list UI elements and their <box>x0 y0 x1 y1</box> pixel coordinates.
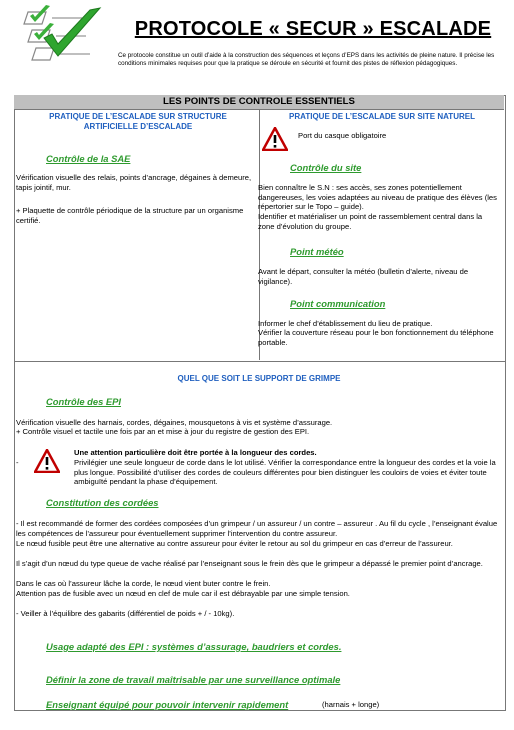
bottom-text-2f: - Veiller à l’équilibre des gabarits (différentiel de poids + / - 10kg). <box>16 609 235 618</box>
left-text-2: + Plaquette de contrôle périodique de la structure par un organisme certifié. <box>16 206 244 225</box>
warning-title: Une attention particulière doit être portée à la longueur des cordes. <box>74 448 317 457</box>
right-text-1b: Identifier et matérialiser un point de rassemblement central dans la zone d’évolution du groupe. <box>258 212 483 231</box>
checklist-icon <box>22 4 104 67</box>
bottom-sub-enseignant: Enseignant équipé pour pouvoir intervenir rapidement <box>46 699 289 710</box>
right-col-heading: PRATIQUE DE L’ESCALADE SUR SITE NATUREL <box>289 112 475 121</box>
right-sub-communication: Point communication <box>290 298 386 309</box>
left-sub-controle-sae: Contrôle de la SAE <box>46 153 131 164</box>
bottom-text-2b: Le nœud fusible peut être une alternative au contre assureur pour éviter le retour au sol du grimpeur en cas d’erreur de l’assureur. <box>16 539 453 548</box>
right-sub-controle-site: Contrôle du site <box>290 162 362 173</box>
left-text-1: Vérification visuelle des relais, points d’ancrage, dégaines à demeure, tapis jointif, mur. <box>16 173 252 192</box>
bottom-heading: QUEL QUE SOIT LE SUPPORT DE GRIMPE <box>177 374 341 383</box>
bottom-sub-usage-epi: Usage adapté des EPI : systèmes d’assurage, baudriers et cordes. <box>46 641 342 652</box>
bottom-text-2a: - Il est recommandé de former des cordées composées d’un grimpeur / un assureur / un contre – assureur . Au fil du cycle , l’enseignant évalue les compétences de l’assureur pour éventuellement supprimer l’intervention du contre assureur. <box>16 519 498 538</box>
warning-text: Privilégier une seule longueur de corde dans le lot utilisé. Vérifier la correspondance entre la longueur des cordes et la voie la plus longue. Possibilité d’utiliser des cordes de couleurs différentes pour bien distinguer les couloirs de voies et éviter toute ambiguïté pendant la phase d’équipement. <box>74 458 496 486</box>
bottom-text-1b: + Contrôle visuel et tactile une fois par an et mise à jour du registre de gestion des EPI. <box>16 427 310 436</box>
right-text-1: Bien connaître le S.N : ses accès, ses zones potentiellement dangereuses, les voies adaptées au niveau de pratique des élèves (les répertorier sur le Topo – guide). <box>258 183 497 211</box>
page-title: PROTOCOLE « SECUR » ESCALADE <box>134 18 492 40</box>
right-text-2: Avant le départ, consulter la météo (bulletin d’alerte, niveau de vigilance). <box>258 267 469 286</box>
right-text-3b: Vérifier la couverture réseau pour le bon fonctionnement du téléphone portable. <box>258 328 494 347</box>
enseignant-note: (harnais + longe) <box>322 700 380 709</box>
warning-icon <box>262 127 288 153</box>
bottom-sub-epi: Contrôle des EPI <box>46 396 122 407</box>
bottom-sub-cordees: Constitution des cordées <box>46 497 159 508</box>
bottom-text-2c: Il s’agit d’un nœud du type queue de vache réalisé par l’enseignant sous le frein dès que le grimpeur a dépassé le premier point d’ancrage. <box>16 559 483 568</box>
right-warning-text: Port du casque obligatoire <box>298 131 387 140</box>
right-text-3: Informer le chef d’établissement du lieu de pratique. <box>258 319 433 328</box>
bottom-text-2d: Dans le cas où l’assureur lâche la corde, le nœud vient buter contre le frein. <box>16 579 271 588</box>
bullet-dash: - <box>16 458 19 467</box>
bottom-text-2e: Attention pas de fusible avec un nœud en clef de mule car il est débrayable par une simple tension. <box>16 589 350 598</box>
warning-icon-2 <box>34 449 60 475</box>
left-col-heading: PRATIQUE DE L’ESCALADE SUR STRUCTURE ARTIFICIELLE D’ESCALADE <box>49 112 227 131</box>
right-sub-meteo: Point météo <box>290 246 344 257</box>
intro-text: Ce protocole constitue un outil d’aide à la construction des séquences et leçons d’EPS dans les activités de pleine nature. Il précise les conditions minimales requises pour que la pratique se déroule en sécurité et fournit des pistes de réflexion pédagogiques. <box>118 52 495 67</box>
bottom-sub-zone-travail: Définir la zone de travail maîtrisable par une surveillance optimale <box>46 674 341 685</box>
section-bar: LES POINTS DE CONTROLE ESSENTIELS <box>14 95 504 110</box>
bottom-text-1: Vérification visuelle des harnais, cordes, dégaines, mousquetons à vis et système d’assurage. <box>16 418 333 427</box>
row-divider <box>14 361 505 362</box>
